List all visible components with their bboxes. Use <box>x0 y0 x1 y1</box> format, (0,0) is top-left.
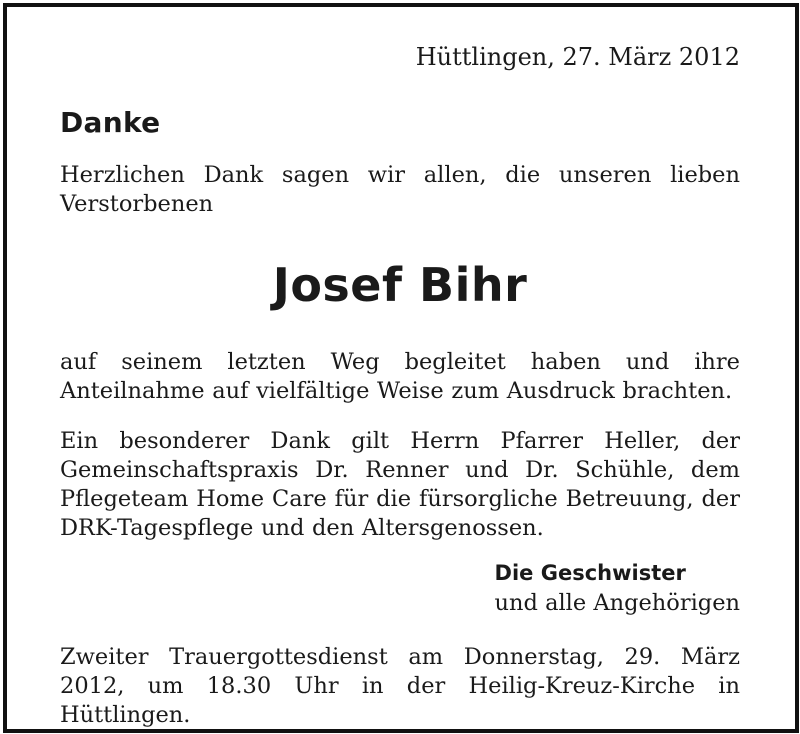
thanks-paragraph: auf seinem letzten Weg begleitet haben und ihre Anteilnahme auf vielfältige Weise zum Ausdruck brachten. <box>60 349 740 404</box>
signature-subline: und alle Angehörigen <box>494 590 740 616</box>
deceased-name: Josef Bihr <box>272 258 528 312</box>
place-date: Hüttlingen, 27. März 2012 <box>415 43 740 71</box>
intro-line-1: Herzlichen Dank sagen wir allen, die unseren lieben <box>60 162 740 188</box>
notice-heading: Danke <box>60 106 161 139</box>
service-info: Zweiter Trauergottesdienst am Donnerstag, 29. März 2012, um 18.30 Uhr in der Heilig-Kreuz-Kirche in Hüttlingen. <box>60 644 740 728</box>
notice-content <box>60 7 740 729</box>
intro-line-2: Verstorbenen <box>60 191 214 217</box>
intro-paragraph <box>60 161 740 219</box>
obituary-notice-frame <box>3 3 799 733</box>
signature-name: Die Geschwister <box>494 561 686 585</box>
special-thanks-paragraph: Ein besonderer Dank gilt Herrn Pfarrer Heller, der Gemeinschaftspraxis Dr. Renner und Dr. Schühle, dem Pflegeteam Home Care für die fürsorgliche Betreuung, der DRK-Tagespflege und den Altersgenossen. <box>60 428 740 541</box>
signature <box>495 558 740 618</box>
